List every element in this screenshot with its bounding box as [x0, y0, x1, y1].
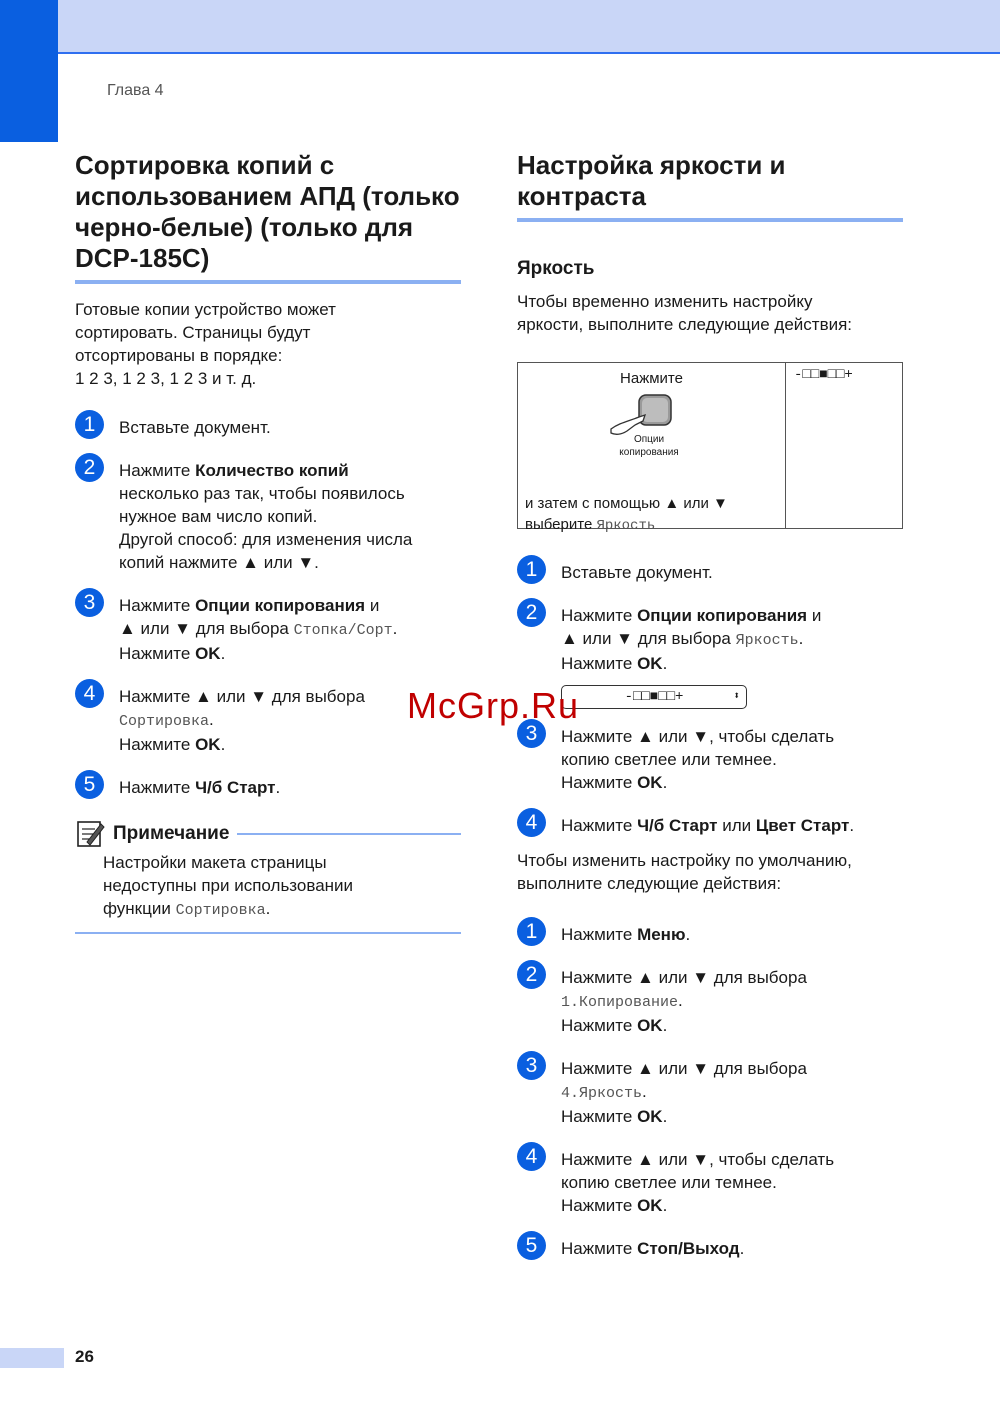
- step-text: .: [662, 1016, 668, 1035]
- step-1: [517, 920, 903, 946]
- lcd-option: 4.Яркость: [561, 1085, 643, 1102]
- default-intro: [517, 849, 903, 895]
- note-box: [75, 819, 461, 934]
- step-1: [75, 413, 461, 439]
- sorting-steps: [75, 413, 461, 799]
- step-number-badge: 1: [517, 917, 546, 946]
- default-steps: [517, 920, 903, 1260]
- lcd-option: Стопка/Сорт: [293, 622, 393, 639]
- note-title: Примечание: [113, 823, 230, 844]
- note-line: Настройки макета страницы: [103, 853, 327, 872]
- step-text: и: [365, 596, 380, 615]
- step-text: и: [807, 606, 822, 625]
- press-label: Нажмите: [620, 370, 683, 387]
- step-text: .: [685, 925, 691, 944]
- step-text: Нажмите ▲ или ▼, чтобы сделать: [561, 727, 835, 746]
- step-number-badge: 5: [75, 770, 104, 799]
- step-5: [75, 773, 461, 799]
- then-line: выберите: [525, 516, 597, 533]
- step-text: Нажмите: [119, 735, 196, 754]
- step-text: несколько раз так, чтобы появилось: [119, 484, 405, 503]
- step-text: Нажмите: [561, 816, 638, 835]
- lcd-option: Яркость: [735, 632, 799, 649]
- note-line: функции: [103, 899, 176, 918]
- key-name: OK: [637, 654, 663, 673]
- footer-band: [0, 1348, 64, 1368]
- brightness-intro: [517, 290, 903, 336]
- key-name: OK: [195, 735, 221, 754]
- lcd-option: 1.Копирование: [561, 994, 679, 1011]
- step-text: ▲ или ▼ для выбора: [119, 619, 294, 638]
- step-text: Другой способ: для изменения числа: [119, 530, 413, 549]
- step-2: [517, 601, 903, 675]
- step-text: .: [209, 710, 214, 729]
- header-band: [0, 0, 1000, 54]
- key-name: OK: [195, 644, 221, 663]
- step-3: [517, 722, 903, 794]
- note-pencil-icon: [75, 819, 105, 849]
- intro-line: выполните следующие действия:: [517, 874, 782, 893]
- key-name: Опции копирования: [637, 606, 808, 625]
- step-text: .: [662, 773, 668, 792]
- step-text: Нажмите: [561, 654, 638, 673]
- step-number-badge: 2: [75, 453, 104, 482]
- step-text: Нажмите: [119, 596, 196, 615]
- note-text: [75, 851, 461, 922]
- step-text: Нажмите: [119, 644, 196, 663]
- lcd-option: Яркость: [596, 518, 656, 534]
- key-name: Цвет Старт: [755, 816, 850, 835]
- step-4: [517, 811, 903, 837]
- intro-line: яркости, выполните следующие действия:: [517, 315, 853, 334]
- step-text: .: [220, 644, 226, 663]
- key-name: OK: [637, 773, 663, 792]
- page-number: 26: [75, 1347, 94, 1366]
- key-label-line: Опции: [633, 434, 665, 445]
- instruction-cell: [518, 363, 786, 534]
- step-4: [75, 682, 461, 756]
- key-name: Стоп/Выход: [637, 1239, 740, 1258]
- step-text: Нажмите: [561, 925, 638, 944]
- step-text: или: [717, 816, 756, 835]
- step-2: [517, 963, 903, 1037]
- updown-arrows-icon: ⬍: [733, 691, 740, 703]
- note-line: недоступны при использовании: [103, 876, 354, 895]
- finger-press-icon: [609, 393, 689, 437]
- note-line: .: [265, 899, 271, 918]
- step-number-badge: 1: [517, 555, 546, 584]
- display-cell: -□□■□□+: [794, 367, 853, 383]
- step-text: копию светлее или темнее.: [561, 1173, 777, 1192]
- section-title-sorting: Сортировка копий с использованием АПД (только черно-белые) (только для DCP-185C): [75, 150, 461, 284]
- step-text: .: [642, 1082, 647, 1101]
- lcd-display: [561, 685, 747, 709]
- chapter-tab: [0, 0, 58, 142]
- step-text: .: [739, 1239, 745, 1258]
- key-name: Опции копирования: [195, 596, 366, 615]
- step-3: [75, 591, 461, 665]
- intro-line: Чтобы изменить настройку по умолчанию,: [517, 851, 852, 870]
- key-name: Ч/б Старт: [637, 816, 718, 835]
- intro-line: Готовые копии устройство может: [75, 300, 336, 319]
- quick-setting-table: [517, 362, 903, 534]
- step-text: .: [849, 816, 855, 835]
- step-text: Нажмите: [119, 461, 196, 480]
- sorting-intro: [75, 298, 461, 390]
- step-text: Нажмите: [119, 778, 196, 797]
- step-text: копию светлее или темнее.: [561, 750, 777, 769]
- watermark: McGrp.Ru: [407, 685, 580, 726]
- key-name: Меню: [637, 925, 686, 944]
- key-name: OK: [637, 1016, 663, 1035]
- step-number-badge: 4: [517, 808, 546, 837]
- step-number-badge: 3: [75, 588, 104, 617]
- step-text: .: [220, 735, 226, 754]
- chapter-label: Глава 4: [107, 82, 164, 99]
- step-text: .: [392, 619, 398, 638]
- step-text: Нажмите: [561, 1196, 638, 1215]
- key-label-line: копирования: [619, 447, 679, 458]
- intro-line: Чтобы временно изменить настройку: [517, 292, 813, 311]
- step-text: .: [662, 1196, 668, 1215]
- note-divider: [237, 833, 461, 835]
- step-number-badge: 3: [517, 719, 546, 748]
- intro-line: 1 2 3, 1 2 3, 1 2 3 и т. д.: [75, 369, 257, 388]
- step-number-badge: 2: [517, 960, 546, 989]
- step-text: .: [662, 654, 668, 673]
- step-4: [517, 1145, 903, 1217]
- step-text: Вставьте документ.: [561, 563, 713, 582]
- step-text: Нажмите: [561, 773, 638, 792]
- step-number-badge: 3: [517, 1051, 546, 1080]
- step-text: копий нажмите ▲ или ▼.: [119, 553, 319, 572]
- lcd-option: Сортировка: [119, 713, 210, 730]
- step-text: Нажмите ▲ или ▼ для выбора: [561, 968, 807, 987]
- lcd-text: -□□■□□+: [624, 689, 684, 705]
- step-text: Нажмите: [561, 1239, 638, 1258]
- step-text: нужное вам число копий.: [119, 507, 318, 526]
- step-text: Нажмите: [561, 1016, 638, 1035]
- step-number-badge: 5: [517, 1231, 546, 1260]
- key-name: OK: [637, 1107, 663, 1126]
- step-text: Нажмите: [561, 606, 638, 625]
- step-2: [75, 456, 461, 574]
- step-text: Нажмите ▲ или ▼ для выбора: [561, 1059, 807, 1078]
- note-divider-bottom: [75, 932, 461, 934]
- step-text: .: [662, 1107, 668, 1126]
- copy-options-key-label: [609, 433, 689, 459]
- lcd-option: Сортировка: [175, 902, 266, 919]
- left-column: [75, 150, 461, 934]
- step-number-badge: 4: [75, 679, 104, 708]
- step-text: Нажмите ▲ или ▼ для выбора: [119, 687, 365, 706]
- step-text: Нажмите: [561, 1107, 638, 1126]
- intro-line: отсортированы в порядке:: [75, 346, 283, 365]
- subsection-title: Яркость: [517, 258, 595, 279]
- key-name: Ч/б Старт: [195, 778, 276, 797]
- step-1: [517, 558, 903, 584]
- step-number-badge: 1: [75, 410, 104, 439]
- step-5: [517, 1234, 903, 1260]
- then-line: и затем с помощью ▲ или ▼: [525, 495, 728, 512]
- step-text: .: [275, 778, 281, 797]
- key-name: Количество копий: [195, 461, 349, 480]
- step-number-badge: 2: [517, 598, 546, 627]
- key-name: OK: [637, 1196, 663, 1215]
- step-text: ▲ или ▼ для выбора: [561, 629, 736, 648]
- step-3: [517, 1054, 903, 1128]
- step-text: .: [678, 991, 683, 1010]
- note-header: [75, 819, 461, 849]
- intro-line: сортировать. Страницы будут: [75, 323, 311, 342]
- then-text: [525, 493, 778, 537]
- copy-options-key: [525, 389, 778, 457]
- step-number-badge: 4: [517, 1142, 546, 1171]
- section-title-brightness: Настройка яркости и контраста: [517, 150, 903, 222]
- step-text: Вставьте документ.: [119, 418, 271, 437]
- step-text: .: [798, 629, 804, 648]
- step-text: Нажмите ▲ или ▼, чтобы сделать: [561, 1150, 835, 1169]
